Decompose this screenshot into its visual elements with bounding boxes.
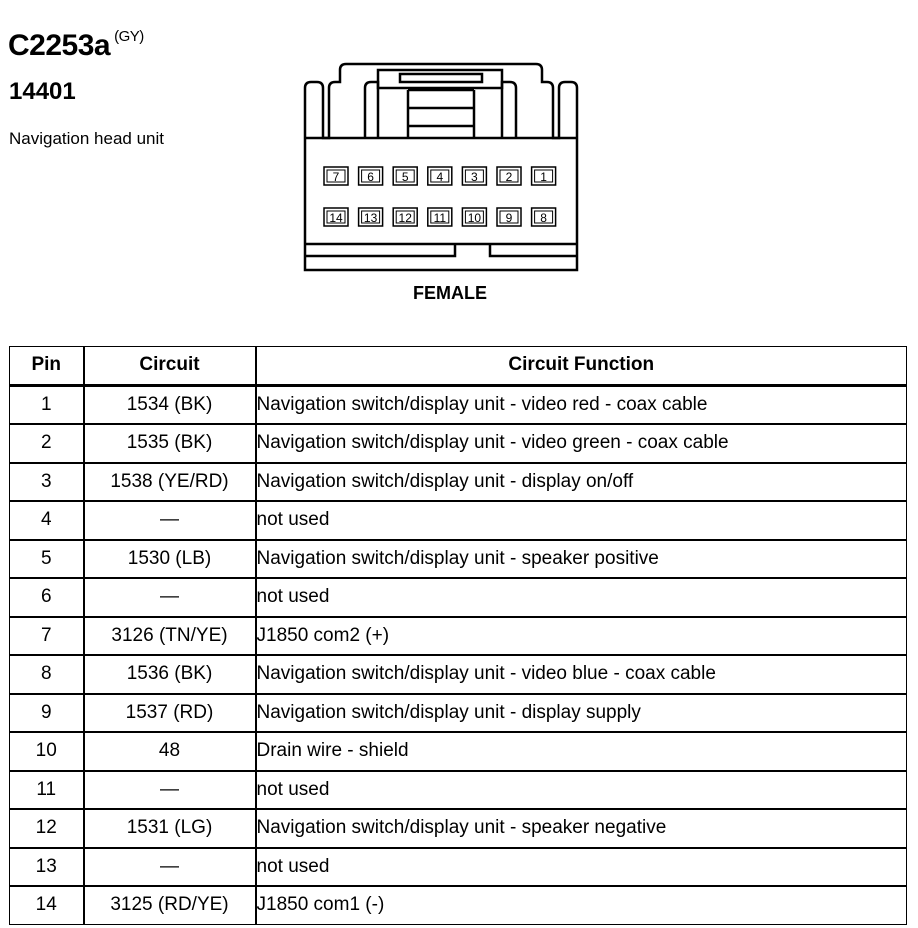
pin-cavity <box>324 167 348 185</box>
pin-cavity <box>532 167 556 185</box>
pin-cavity <box>428 208 452 226</box>
circuit-cell: — <box>84 848 256 887</box>
column-header-function: Circuit Function <box>256 347 907 386</box>
pin-number-label: 4 <box>436 170 444 184</box>
table-row <box>10 694 907 733</box>
pin-number-label: 6 <box>367 170 374 184</box>
table-row <box>10 501 907 540</box>
pin-number-label: 2 <box>505 170 513 184</box>
pin-cavity <box>462 167 486 185</box>
function-cell: Navigation switch/display unit - display supply <box>256 694 907 733</box>
table-row <box>10 540 907 579</box>
pin-number-label: 11 <box>433 211 447 225</box>
table-row <box>10 617 907 656</box>
pin-cavity <box>532 208 556 226</box>
function-cell: Navigation switch/display unit - speaker negative <box>256 809 907 848</box>
circuit-cell: — <box>84 771 256 810</box>
circuit-cell: 1530 (LB) <box>84 540 256 579</box>
pin-cell: 8 <box>10 655 84 694</box>
circuit-cell: 3126 (TN/YE) <box>84 617 256 656</box>
pin-cell: 5 <box>10 540 84 579</box>
pin-number-label: 8 <box>540 211 547 225</box>
column-header-pin: Pin <box>10 347 84 386</box>
circuit-cell: 3125 (RD/YE) <box>84 886 256 924</box>
function-cell: not used <box>256 848 907 887</box>
connector-gender-label: FEMALE <box>413 283 487 303</box>
pin-cell: 4 <box>10 501 84 540</box>
function-cell: not used <box>256 771 907 810</box>
pin-cavity <box>393 167 417 185</box>
pin-number-label: 9 <box>505 211 513 225</box>
circuit-cell: 1535 (BK) <box>84 424 256 463</box>
connector-diagram <box>300 58 582 278</box>
pin-cell: 2 <box>10 424 84 463</box>
function-cell: not used <box>256 501 907 540</box>
pin-number-label: 7 <box>332 170 340 184</box>
pin-cell: 9 <box>10 694 84 733</box>
function-cell: Drain wire - shield <box>256 732 907 771</box>
table-row <box>10 655 907 694</box>
pin-cell: 6 <box>10 578 84 617</box>
pin-number-label: 12 <box>398 211 412 225</box>
pin-cell: 11 <box>10 771 84 810</box>
function-cell: Navigation switch/display unit - video green - coax cable <box>256 424 907 463</box>
pin-cell: 12 <box>10 809 84 848</box>
circuit-cell: 1534 (BK) <box>84 385 256 424</box>
pin-cavity <box>324 208 348 226</box>
connector-title <box>8 28 144 63</box>
connector-id: C2253a <box>8 29 111 62</box>
pin-cavity <box>359 167 383 185</box>
function-cell: not used <box>256 578 907 617</box>
pin-number-label: 10 <box>467 211 482 225</box>
table-row <box>10 848 907 887</box>
pin-cavity <box>393 208 417 226</box>
circuit-cell: 1538 (YE/RD) <box>84 463 256 502</box>
connector-description: Navigation head unit <box>9 129 165 148</box>
pin-cell: 7 <box>10 617 84 656</box>
table-row <box>10 385 907 424</box>
function-cell: J1850 com1 (-) <box>256 886 907 924</box>
pin-cell: 3 <box>10 463 84 502</box>
table-header-row <box>10 347 907 386</box>
function-cell: Navigation switch/display unit - video red - coax cable <box>256 385 907 424</box>
circuit-cell: — <box>84 501 256 540</box>
pin-cell: 14 <box>10 886 84 924</box>
circuit-cell: — <box>84 578 256 617</box>
column-header-circuit: Circuit <box>84 347 256 386</box>
pin-number-label: 13 <box>363 211 378 225</box>
circuit-cell: 48 <box>84 732 256 771</box>
function-cell: Navigation switch/display unit - video blue - coax cable <box>256 655 907 694</box>
pin-cavity <box>497 167 521 185</box>
table-row <box>10 424 907 463</box>
table-row <box>10 809 907 848</box>
table-row <box>10 578 907 617</box>
table-row <box>10 886 907 924</box>
connector-color-code: (GY) <box>114 28 144 45</box>
pin-cavity <box>497 208 521 226</box>
pin-cell: 13 <box>10 848 84 887</box>
pin-cavity <box>359 208 383 226</box>
pin-number-label: 14 <box>329 211 343 225</box>
pin-number-label: 5 <box>401 170 409 184</box>
function-cell: J1850 com2 (+) <box>256 617 907 656</box>
part-number: 14401 <box>9 78 76 105</box>
pin-cell: 1 <box>10 385 84 424</box>
pin-cell: 10 <box>10 732 84 771</box>
pinout-table <box>9 346 907 925</box>
pin-number-label: 3 <box>471 170 478 184</box>
table-row <box>10 463 907 502</box>
pin-cavity <box>462 208 486 226</box>
table-row <box>10 771 907 810</box>
function-cell: Navigation switch/display unit - display on/off <box>256 463 907 502</box>
pin-cavity <box>428 167 452 185</box>
pin-number-label: 1 <box>540 170 547 184</box>
circuit-cell: 1536 (BK) <box>84 655 256 694</box>
table-row <box>10 732 907 771</box>
function-cell: Navigation switch/display unit - speaker positive <box>256 540 907 579</box>
connector-latch <box>378 70 502 88</box>
circuit-cell: 1531 (LG) <box>84 809 256 848</box>
circuit-cell: 1537 (RD) <box>84 694 256 733</box>
